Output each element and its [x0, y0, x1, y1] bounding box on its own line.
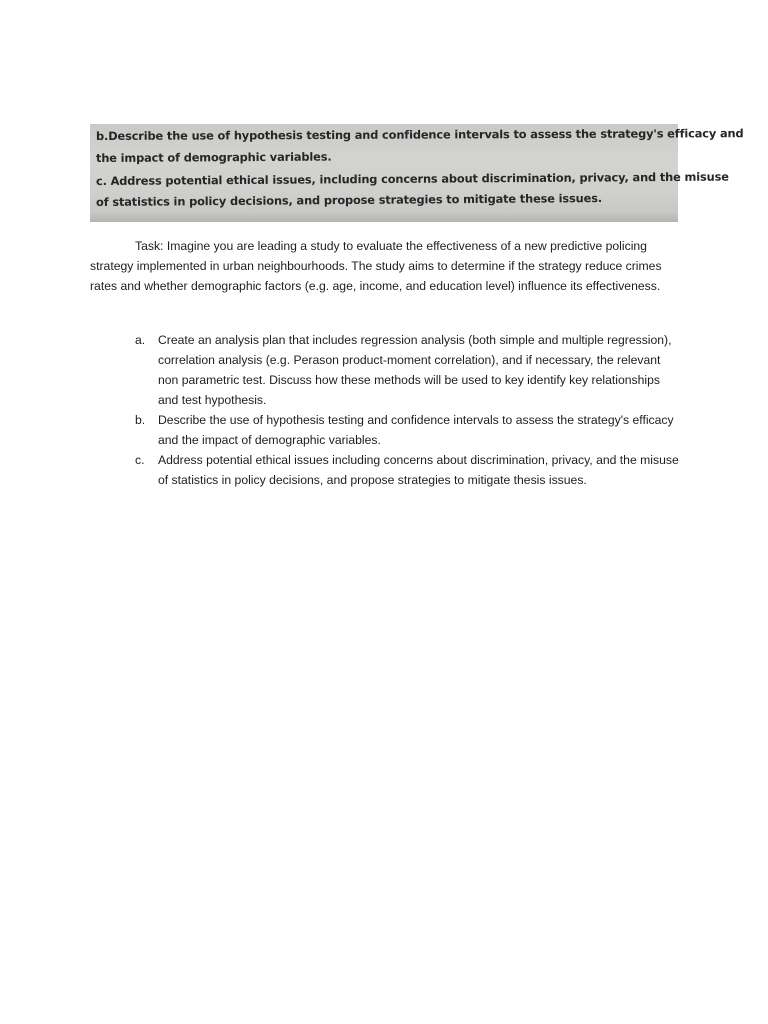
- photo-shadow: [90, 212, 678, 222]
- photo-excerpt-line: of statistics in policy decisions, and propose strategies to mitigate these issues.: [95, 191, 603, 209]
- list-item-text: Address potential ethical issues including concerns about discrimination, privacy, and the misuse of statistics in policy decisions, and propose strategies to mitigate thesis issues.: [158, 453, 679, 487]
- list-item: [90, 330, 680, 410]
- list-item-text: Describe the use of hypothesis testing and confidence intervals to assess the strategy's efficacy and the impact of demographic variables.: [158, 413, 674, 447]
- photo-excerpt-image: [90, 124, 744, 222]
- task-paragraph: Task: Imagine you are leading a study to evaluate the effectiveness of a new predictive policing strategy implemented in urban neighbourhoods. The study aims to determine if the strategy reduce crimes rates and whether demographic factors (e.g. age, income, and education level) influence its effectiveness.: [90, 239, 662, 294]
- photo-excerpt-line: the impact of demographic variables.: [95, 149, 332, 165]
- list-item: [90, 410, 680, 450]
- photo-excerpt-line: b.Describe the use of hypothesis testing and confidence intervals to assess the strategy's efficacy and: [95, 126, 744, 143]
- list-marker: b.: [135, 413, 146, 427]
- photo-excerpt-line: c. Address potential ethical issues, including concerns about discrimination, privacy, and the misuse: [95, 169, 729, 188]
- task-list: [90, 330, 680, 490]
- list-marker: c.: [135, 453, 145, 467]
- list-item-text: Create an analysis plan that includes regression analysis (both simple and multiple regression), correlation analysis (e.g. Perason product-moment correlation), and if necessary, the relevant non parametric test. Discuss how these methods will be used to key identify key relationships and test hypothesis.: [158, 333, 672, 407]
- list-marker: a.: [135, 333, 146, 347]
- list-item: [90, 450, 680, 490]
